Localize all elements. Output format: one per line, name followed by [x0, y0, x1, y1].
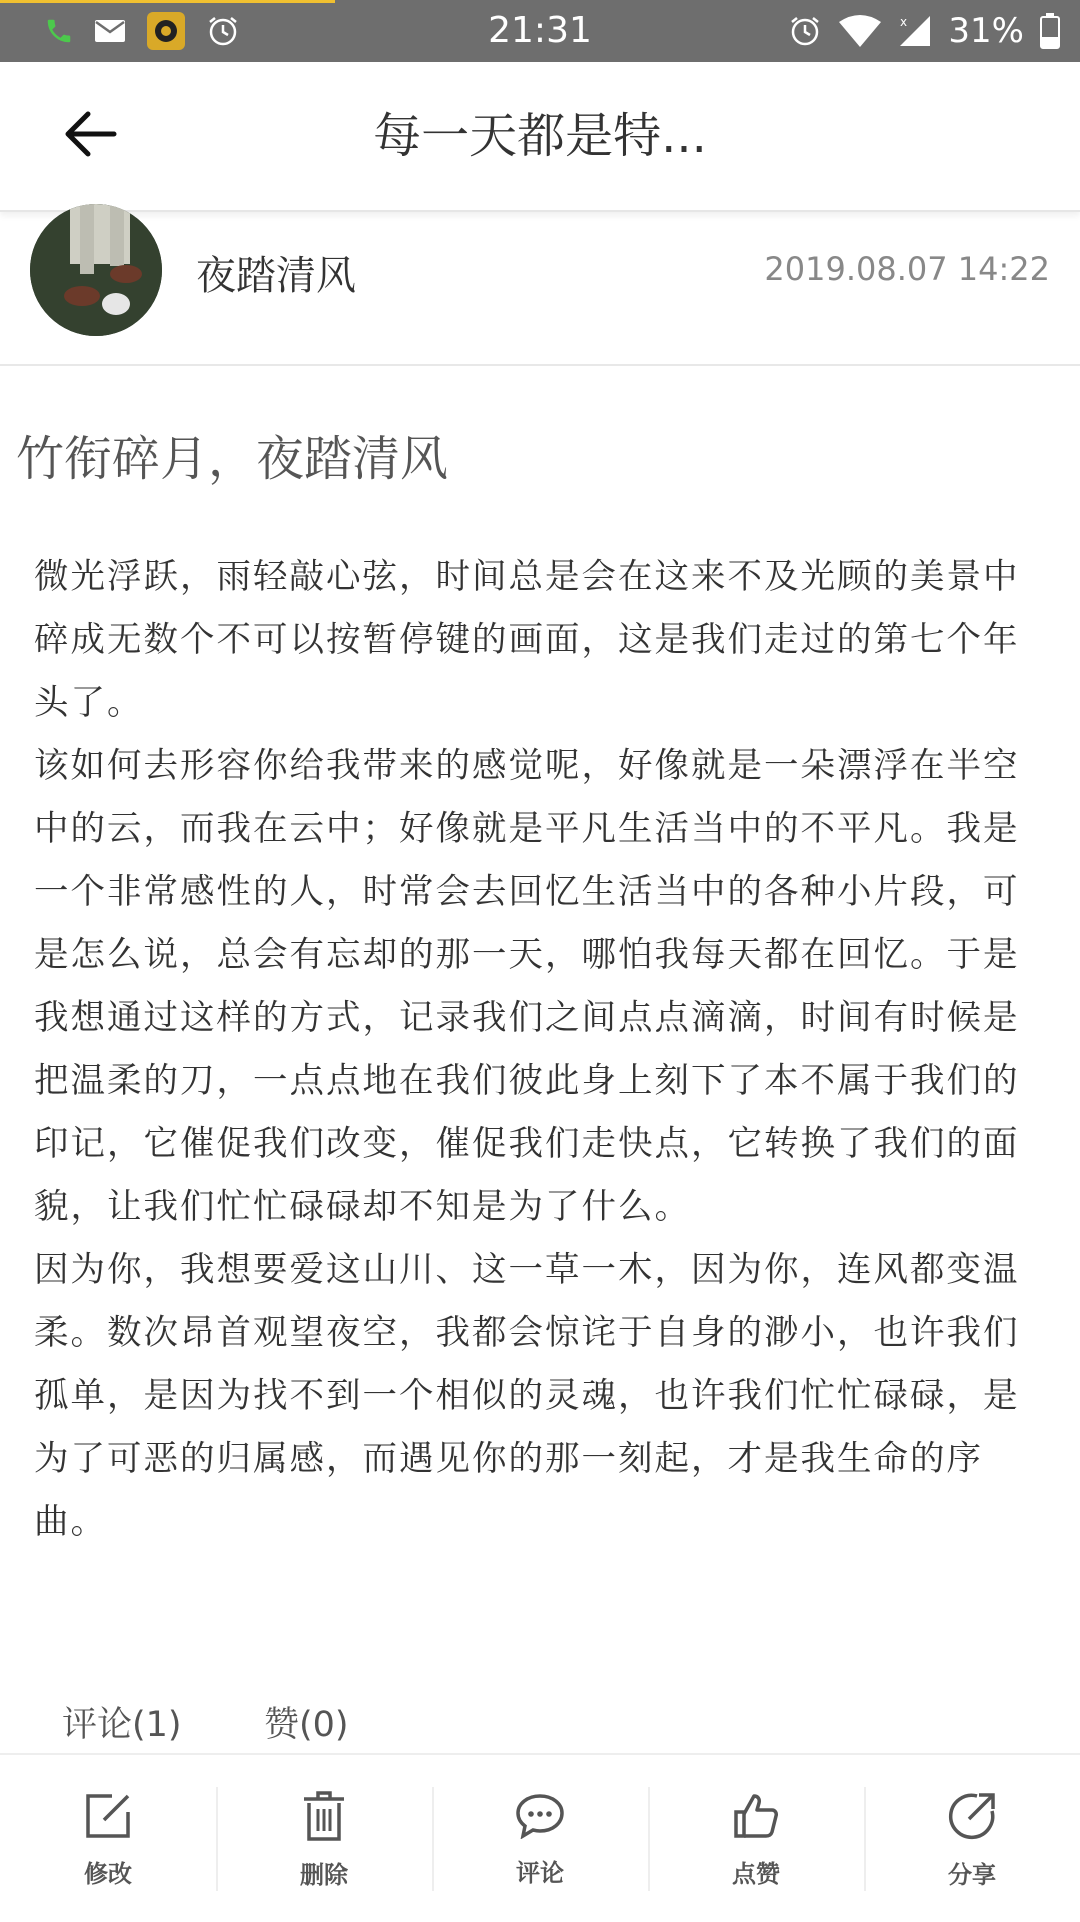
share-icon [947, 1791, 997, 1841]
author-row [0, 210, 1080, 366]
battery-icon [1040, 13, 1060, 49]
share-button[interactable] [864, 1755, 1080, 1922]
edit-label: 修改 [84, 1860, 132, 1888]
like-label: 点赞 [732, 1860, 780, 1888]
svg-text:x: x [900, 15, 908, 29]
bottom-action-bar [0, 1753, 1080, 1922]
edit-icon [84, 1792, 132, 1840]
alarm-icon [788, 14, 822, 48]
status-time: 21:31 [488, 10, 592, 51]
share-label: 分享 [948, 1861, 996, 1889]
thumbs-up-icon [732, 1792, 780, 1840]
post-paragraph: 该如何去形容你给我带来的感觉呢，好像就是一朵漂浮在半空中的云，而我在云中；好像就是平凡生活当中的不平凡。我是一个非常感性的人，时常会去回忆生活当中的各种小片段，可是怎么说，总会有忘却的那一天，哪怕我每天都在回忆。于是我想通过这样的方式，记录我们之间点点滴滴，时间有时候是把温柔的刀，一点点地在我们彼此身上刻下了本不属于我们的印记，它催促我们改变，催促我们走快点，它转换了我们的面貌，让我们忙忙碌碌却不知是为了什么。 [34, 746, 1020, 1227]
app-header [0, 62, 1080, 212]
author-name[interactable]: 夜踏清风 [196, 253, 356, 299]
post-paragraph: 微光浮跃，雨轻敲心弦，时间总是会在这来不及光顾的美景中碎成无数个不可以按暂停键的画面，这是我们走过的第七个年头了。 [34, 557, 1020, 723]
comment-label: 评论 [516, 1859, 564, 1887]
arrow-left-icon [62, 110, 118, 162]
post-paragraph: 因为你，我想要爱这山川、这一草一木，因为你，连风都变温柔。数次昂首观望夜空，我都会惊诧于自身的渺小，也许我们孤单，是因为找不到一个相似的灵魂，也许我们忙忙碌碌，是为了可恶的归属感，而遇见你的那一刻起，才是我生命的序曲。 [34, 1250, 1020, 1542]
status-bar [0, 0, 1080, 62]
tab-likes[interactable]: 赞(0) [264, 1705, 349, 1745]
like-button[interactable] [648, 1755, 864, 1922]
page-title: 每一天都是特... [373, 108, 707, 164]
trash-icon [302, 1791, 346, 1841]
comment-button[interactable] [432, 1755, 648, 1922]
back-button[interactable] [50, 100, 130, 172]
post-title: 竹衔碎月，夜踏清风 [16, 431, 449, 487]
delete-label: 删除 [300, 1861, 348, 1889]
post-body [34, 546, 1034, 1554]
post-tabs [0, 1693, 1080, 1753]
edit-button[interactable] [0, 1755, 216, 1922]
signal-icon [898, 14, 932, 48]
avatar[interactable] [30, 204, 162, 336]
battery-percent: 31% [948, 11, 1024, 51]
wifi-icon [838, 14, 882, 48]
status-right-icons [788, 10, 1060, 52]
post-timestamp: 2019.08.07 14:22 [764, 250, 1050, 288]
comment-icon [515, 1793, 565, 1839]
tab-comments[interactable]: 评论(1) [62, 1705, 182, 1745]
delete-button[interactable] [216, 1755, 432, 1922]
